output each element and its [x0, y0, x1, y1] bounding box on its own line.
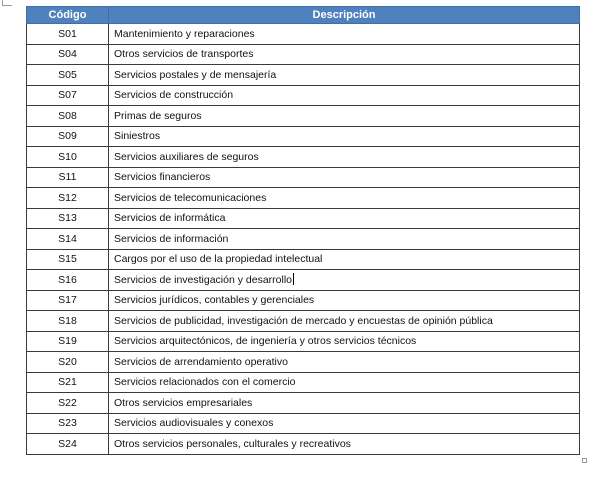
text-cursor: [293, 273, 294, 285]
table-row: [27, 352, 580, 373]
description-text: Servicios postales y de mensajería: [114, 68, 277, 81]
code-cell[interactable]: S22: [27, 393, 109, 414]
description-text: Servicios financieros: [114, 171, 211, 184]
table-row: [27, 126, 580, 147]
code-cell[interactable]: S01: [27, 24, 109, 45]
description-cell[interactable]: [109, 65, 580, 86]
table-row: [27, 65, 580, 86]
code-cell[interactable]: S23: [27, 413, 109, 434]
description-text: Otros servicios de transportes: [114, 48, 254, 61]
description-text: Servicios arquitectónicos, de ingeniería y otros servicios técnicos: [114, 335, 417, 348]
description-cell[interactable]: [109, 352, 580, 373]
object-anchor-handle[interactable]: [2, 0, 12, 6]
code-cell[interactable]: S21: [27, 372, 109, 393]
table-row: [27, 413, 580, 434]
code-cell[interactable]: S04: [27, 44, 109, 65]
table-row: [27, 85, 580, 106]
description-cell[interactable]: [109, 331, 580, 352]
description-text: Servicios auxiliares de seguros: [114, 150, 259, 163]
description-cell[interactable]: [109, 249, 580, 270]
description-cell[interactable]: [109, 372, 580, 393]
table-row: [27, 229, 580, 250]
table-row: [27, 434, 580, 455]
code-cell[interactable]: S05: [27, 65, 109, 86]
table-header-row: [27, 7, 580, 24]
description-text: Primas de seguros: [114, 109, 202, 122]
code-cell[interactable]: S13: [27, 208, 109, 229]
description-cell[interactable]: [109, 85, 580, 106]
description-cell[interactable]: [109, 413, 580, 434]
description-text: Servicios de telecomunicaciones: [114, 191, 267, 204]
code-cell[interactable]: S18: [27, 311, 109, 332]
column-header-code[interactable]: Código: [27, 7, 109, 24]
description-cell[interactable]: [109, 24, 580, 45]
table-row: [27, 167, 580, 188]
table-row: [27, 44, 580, 65]
description-cell[interactable]: [109, 147, 580, 168]
code-cell[interactable]: S17: [27, 290, 109, 311]
description-text: Servicios relacionados con el comercio: [114, 376, 296, 389]
description-text: Siniestros: [114, 130, 161, 143]
table-row: [27, 331, 580, 352]
description-text: Mantenimiento y reparaciones: [114, 27, 255, 40]
table-row: [27, 147, 580, 168]
description-cell[interactable]: [109, 167, 580, 188]
description-cell[interactable]: [109, 311, 580, 332]
code-cell[interactable]: S09: [27, 126, 109, 147]
table-row: [27, 249, 580, 270]
description-cell[interactable]: [109, 290, 580, 311]
service-codes-table[interactable]: [26, 6, 580, 455]
table-row: [27, 393, 580, 414]
description-text: Servicios jurídicos, contables y gerenciales: [114, 294, 315, 307]
column-header-description[interactable]: Descripción: [109, 7, 580, 24]
description-cell[interactable]: [109, 229, 580, 250]
table-row: [27, 372, 580, 393]
description-cell[interactable]: [109, 393, 580, 414]
description-cell[interactable]: [109, 208, 580, 229]
table-row: [27, 290, 580, 311]
code-cell[interactable]: S11: [27, 167, 109, 188]
description-text: Otros servicios empresariales: [114, 396, 253, 409]
table-row: [27, 188, 580, 209]
code-cell[interactable]: S16: [27, 270, 109, 291]
table-body: [27, 24, 580, 455]
table-row: [27, 208, 580, 229]
code-cell[interactable]: S20: [27, 352, 109, 373]
description-cell[interactable]: [109, 126, 580, 147]
description-text: Servicios de construcción: [114, 89, 234, 102]
description-text: Servicios audiovisuales y conexos: [114, 417, 274, 430]
code-cell[interactable]: S08: [27, 106, 109, 127]
description-cell[interactable]: [109, 270, 580, 291]
code-cell[interactable]: S14: [27, 229, 109, 250]
code-cell[interactable]: S10: [27, 147, 109, 168]
description-cell[interactable]: [109, 188, 580, 209]
code-cell[interactable]: S12: [27, 188, 109, 209]
code-cell[interactable]: S07: [27, 85, 109, 106]
code-cell[interactable]: S24: [27, 434, 109, 455]
description-text: Otros servicios personales, culturales y recreativos: [114, 437, 351, 450]
table-row: [27, 106, 580, 127]
description-text: Cargos por el uso de la propiedad intelectual: [114, 253, 323, 266]
description-text: Servicios de publicidad, investigación de mercado y encuestas de opinión pública: [114, 314, 493, 327]
table-row: [27, 270, 580, 291]
code-cell[interactable]: S15: [27, 249, 109, 270]
table-row: [27, 24, 580, 45]
description-text: Servicios de información: [114, 232, 229, 245]
description-cell[interactable]: [109, 44, 580, 65]
description-text: Servicios de investigación y desarrollo: [114, 274, 293, 287]
description-text: Servicios de informática: [114, 212, 226, 225]
description-cell[interactable]: [109, 434, 580, 455]
code-cell[interactable]: S19: [27, 331, 109, 352]
description-text: Servicios de arrendamiento operativo: [114, 355, 288, 368]
table-resize-handle[interactable]: [582, 458, 587, 463]
table-row: [27, 311, 580, 332]
description-cell[interactable]: [109, 106, 580, 127]
